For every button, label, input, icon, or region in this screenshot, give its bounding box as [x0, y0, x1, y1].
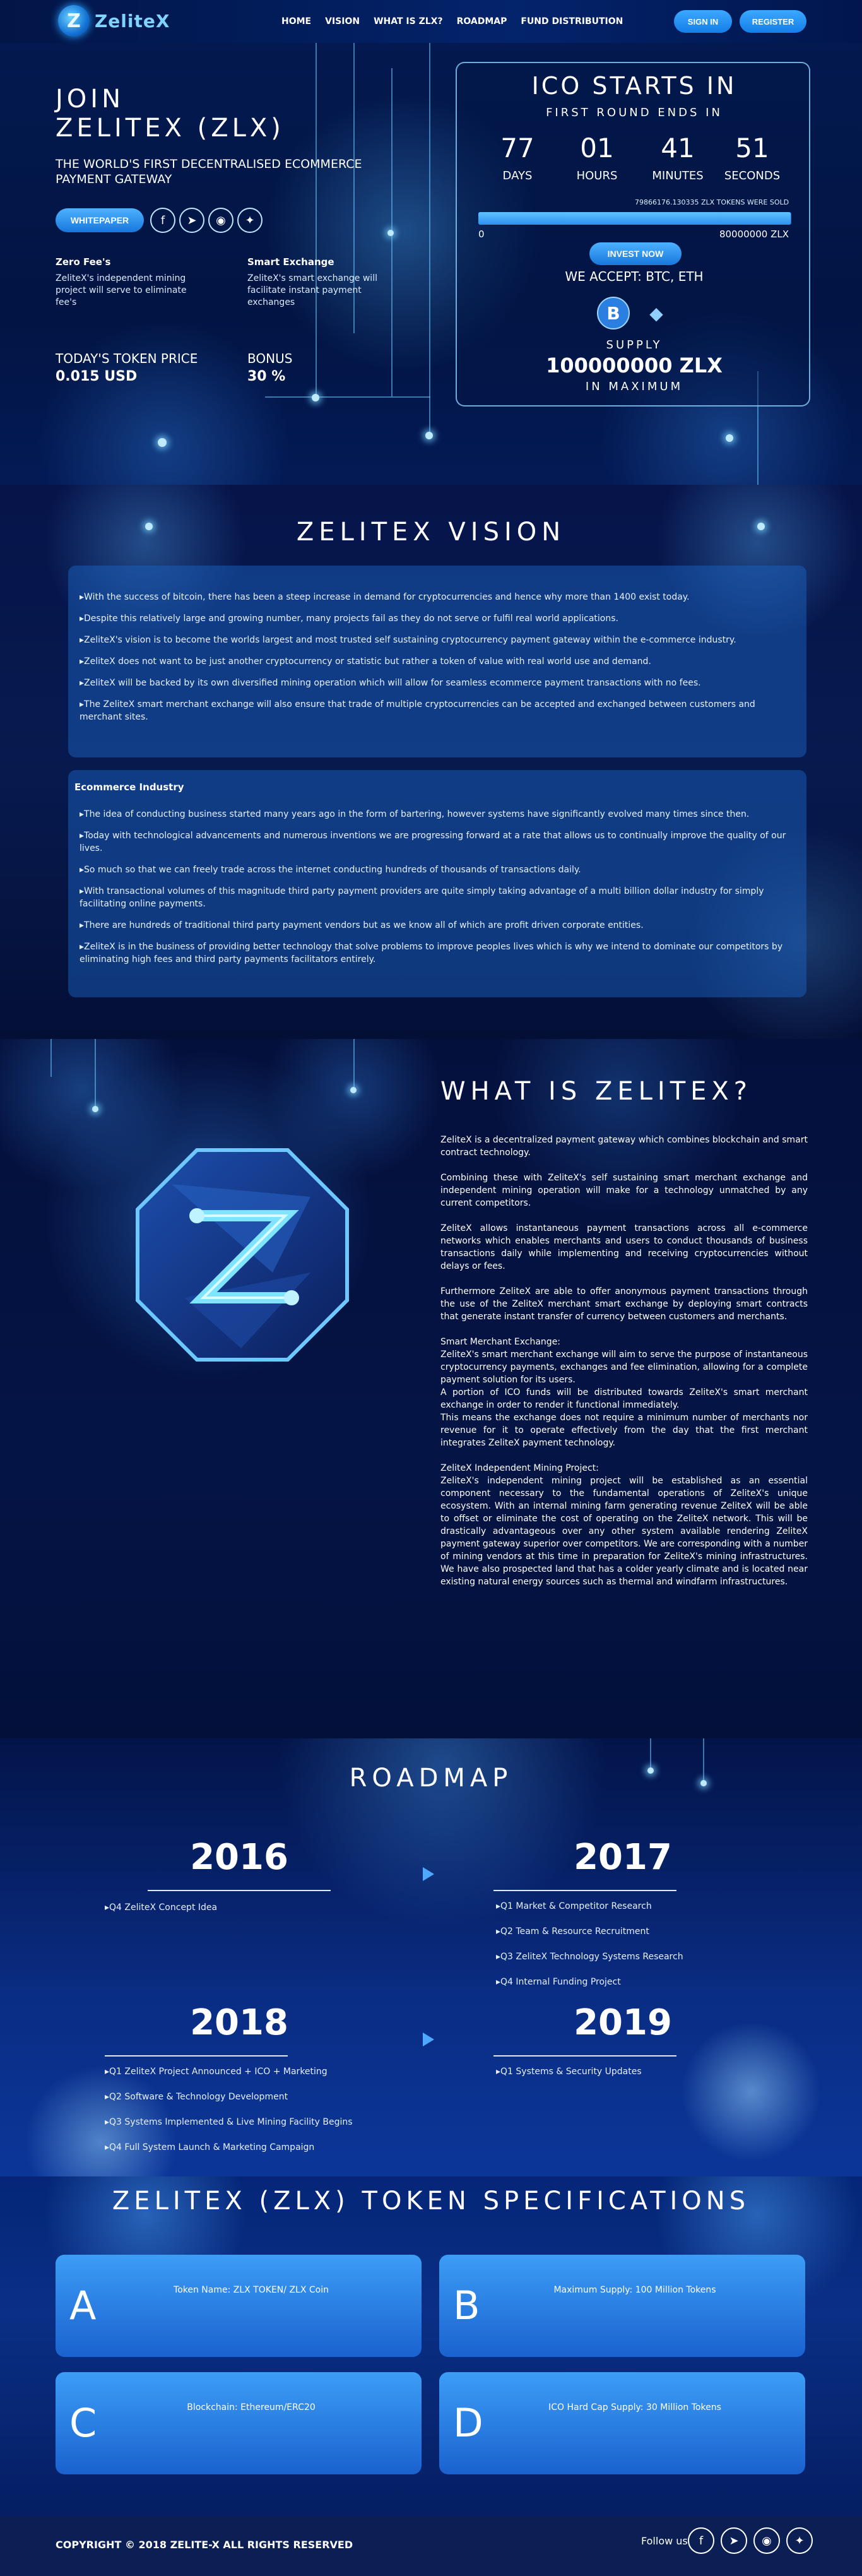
mining-project-heading: ZeliteX Independent Mining Project:: [440, 1463, 599, 1473]
invest-now-button[interactable]: INVEST NOW: [589, 242, 682, 265]
roadmap-item: ▸ Q1 Market & Competitor Research: [496, 1901, 652, 1911]
vision-title: ZELITEX VISION: [296, 518, 566, 547]
roadmap-item: ▸ Q4 Internal Funding Project: [496, 1977, 621, 1987]
vision-item: ▸ ZeliteX will be backed by its own diversified mining operation which will allow for seamless ecommerce payment transactions with no fees.: [74, 677, 798, 689]
smart-exchange-heading: Smart Merchant Exchange:: [440, 1337, 561, 1347]
bonus-value: 30 %: [247, 369, 286, 384]
feature-desc-zero-fees: ZeliteX's independent mining project will serve to eliminate fee's: [56, 273, 187, 307]
roadmap-year: 2019: [574, 2002, 672, 2043]
countdown-seconds-label: SECONDS: [724, 169, 781, 182]
roadmap-title: ROADMAP: [349, 1764, 513, 1793]
sale-progress-fill: [478, 212, 791, 225]
progress-min-label: 0: [478, 229, 485, 240]
vision-box: [68, 566, 806, 757]
bonus-label: BONUS: [247, 351, 293, 366]
ico-subtitle: FIRST ROUND ENDS IN: [546, 106, 723, 119]
vision-item: ▸ ZeliteX does not want to be just another cryptocurrency or statistic but rather a token of value with real world use and demand.: [74, 655, 798, 668]
nav-links: [281, 16, 623, 27]
what-is-paragraph: ZeliteX's independent mining project will be established as an essential component necessary to the fundamental operations of ZeliteX's unique ecosystem. With an internal mining farm generating revenue ZeliteX will be able to offset or eliminate the cost of operating on the ZeliteX network. This will be drastically advantageous over any other system available rendering ZeliteX payment gateway superior over competitors. We are corresponding with a number of mining vendors at this time in preparation for ZeliteX's mining infrastructures. We have also prospected land that has a colder yearly climate and is located near existing natural energy sources such as thermal and windfarm infrastructures.: [440, 1476, 808, 1587]
roadmap-section: [0, 1738, 862, 2176]
accepted-currencies: WE ACCEPT: BTC, ETH: [565, 269, 704, 284]
tokens-sold-text: 79866176.130335 ZLX TOKENS WERE SOLD: [635, 198, 789, 206]
supply-label: SUPPLY: [606, 338, 663, 352]
countdown-hours-label: HOURS: [576, 169, 618, 182]
what-is-paragraph: ZeliteX's smart merchant exchange will aim to serve the purpose of instantaneous cryptocurrency payments, exchanges and fee elimination, allowing for a complete payment solution for its users.: [440, 1350, 808, 1385]
token-card-c: [56, 2372, 422, 2474]
facebook-icon[interactable]: f: [688, 2527, 714, 2554]
token-price-value: 0.015 USD: [56, 369, 138, 384]
what-is-section: [0, 1039, 862, 1738]
hero-title: [56, 85, 285, 143]
roadmap-year: 2017: [574, 1837, 672, 1878]
whitepaper-button[interactable]: WHITEPAPER: [56, 208, 144, 232]
ecommerce-item: ▸ Today with technological advancements and numerous inventions we are progressing forward at a rate that allows us to continually improve the quality of our lives.: [74, 829, 798, 855]
nav-link-home[interactable]: HOME: [281, 16, 312, 27]
token-card-letter: D: [453, 2400, 483, 2446]
token-card-a: [56, 2255, 422, 2357]
token-card-b: [439, 2255, 805, 2357]
what-is-paragraph: Combining these with ZeliteX's self sustaining smart merchant exchange and independent mining operation will make for a technology unmatched by any current competitors.: [440, 1173, 808, 1208]
token-specs-title: ZELITEX (ZLX) TOKEN SPECIFICATIONS: [112, 2187, 750, 2216]
what-is-paragraph: This means the exchange does not require a minimum number of merchants nor revenue for it to operate effectively from the day that the first merchant integrates ZeliteX payment technology.: [440, 1413, 808, 1448]
what-is-paragraph: ZeliteX is a decentralized payment gateway which combines blockchain and smart contract technology.: [440, 1135, 808, 1158]
sale-progress-bar: [478, 212, 791, 225]
supply-value: 100000000 ZLX: [546, 353, 723, 377]
ecommerce-item: ▸ ZeliteX is in the business of providing better technology that solve problems to improve peoples lives which is why we intend to dominate our competitors by eliminating high fees and third party payments facilitators entirely.: [74, 941, 798, 966]
token-card-text: Blockchain: Ethereum/ERC20: [187, 2402, 316, 2413]
telegram-icon[interactable]: ➤: [179, 208, 204, 233]
roadmap-year: 2016: [190, 1837, 288, 1878]
sign-in-button[interactable]: SIGN IN: [674, 10, 732, 33]
vision-item: ▸ ZeliteX's vision is to become the worlds largest and most trusted self sustaining cryptocurrency payment gateway within the e-commerce industry.: [74, 634, 798, 646]
countdown-minutes-label: MINUTES: [652, 169, 704, 182]
vision-section: [0, 485, 862, 1039]
roadmap-item: ▸ Q3 ZeliteX Technology Systems Research: [496, 1952, 683, 1962]
vision-item: ▸ The ZeliteX smart merchant exchange will also ensure that trade of multiple cryptocurrencies can be accepted and exchanged between customers and merchant sites.: [74, 698, 798, 723]
ecommerce-item: ▸ So much so that we can freely trade across the internet conducting hundreds of thousands of transactions daily.: [74, 864, 798, 876]
token-card-text: ICO Hard Cap Supply: 30 Million Tokens: [548, 2402, 721, 2413]
ico-title: ICO STARTS IN: [531, 72, 737, 100]
ecommerce-title: Ecommerce Industry: [74, 781, 184, 793]
roadmap-item: ▸ Q4 ZeliteX Concept Idea: [105, 1902, 217, 1913]
roadmap-item: ▸ Q3 Systems Implemented & Live Mining Facility Begins: [105, 2117, 353, 2127]
roadmap-arrow-icon: [423, 1867, 434, 1881]
what-is-paragraph: A portion of ICO funds will be distributed towards ZeliteX's smart merchant exchange in order to render it functional immediately.: [440, 1387, 808, 1410]
progress-max-label: 80000000 ZLX: [719, 229, 789, 240]
token-price-label: TODAY'S TOKEN PRICE: [56, 351, 198, 366]
token-card-d: [439, 2372, 805, 2474]
follow-us-label: Follow us: [641, 2535, 688, 2547]
ethereum-icon: ◆: [649, 302, 663, 324]
feature-title-zero-fees: Zero Fee's: [56, 256, 111, 268]
vision-item: ▸ Despite this relatively large and growing number, many projects fail as they do not serve or fulfil real world applications.: [74, 612, 798, 625]
token-card-letter: C: [69, 2400, 97, 2446]
roadmap-item: ▸ Q4 Full System Launch & Marketing Campaign: [105, 2142, 314, 2152]
what-is-paragraph: Furthermore ZeliteX are able to offer anonymous payment transactions through the use of the ZeliteX merchant smart exchange by deploying smart contracts that generate instant transfer of currency between customers and merchants.: [440, 1286, 808, 1322]
register-button[interactable]: REGISTER: [740, 10, 806, 33]
github-icon[interactable]: ◉: [753, 2527, 780, 2554]
roadmap-item: ▸ Q1 ZeliteX Project Announced + ICO + Marketing: [105, 2067, 328, 2077]
feature-title-smart-exchange: Smart Exchange: [247, 256, 334, 268]
supply-max-label: IN MAXIMUM: [585, 380, 683, 393]
token-card-text: Token Name: ZLX TOKEN/ ZLX Coin: [174, 2285, 329, 2295]
token-specs-section: [0, 2176, 862, 2516]
ecommerce-box: [68, 770, 806, 997]
telegram-icon[interactable]: ➤: [721, 2527, 747, 2554]
ecommerce-list: [74, 808, 798, 966]
countdown-seconds: 51: [735, 133, 769, 163]
token-card-letter: B: [453, 2282, 480, 2329]
what-is-text: [440, 1134, 808, 1601]
ecommerce-item: ▸ There are hundreds of traditional third party payment vendors but as we know all of which are profit driven corporate entities.: [74, 919, 798, 932]
twitter-icon[interactable]: ✦: [237, 208, 263, 233]
twitter-icon[interactable]: ✦: [786, 2527, 813, 2554]
hero-title-line1: JOIN: [56, 85, 124, 114]
vision-list: [74, 591, 798, 723]
roadmap-item: ▸ Q1 Systems & Security Updates: [496, 2067, 642, 2077]
roadmap-item: ▸ Q2 Software & Technology Development: [105, 2092, 288, 2102]
nav-link-what-is-zlx[interactable]: WHAT IS ZLX?: [374, 16, 443, 27]
countdown-minutes: 41: [661, 133, 695, 163]
logo-text: ZeliteX: [95, 10, 170, 32]
feature-desc-smart-exchange: ZeliteX's smart exchange will facilitate instant payment exchanges: [247, 273, 377, 307]
token-card-letter: A: [69, 2282, 97, 2329]
logo-mark-icon: Z: [58, 5, 90, 37]
roadmap-item: ▸ Q2 Team & Resource Recruitment: [496, 1926, 649, 1937]
what-is-title: WHAT IS ZELITEX?: [440, 1077, 753, 1106]
token-card-text: Maximum Supply: 100 Million Tokens: [553, 2285, 716, 2295]
github-icon[interactable]: ◉: [208, 208, 233, 233]
zelitex-emblem-icon: [134, 1146, 351, 1363]
footer: [0, 2516, 862, 2576]
logo[interactable]: [58, 5, 170, 37]
roadmap-year: 2018: [190, 2002, 288, 2043]
roadmap-arrow-icon: [423, 2033, 434, 2046]
top-nav: [0, 0, 862, 43]
facebook-icon[interactable]: f: [150, 208, 175, 233]
ecommerce-item: ▸ With transactional volumes of this magnitude third party payment providers are quite simply taking advantage of a multi billion dollar industry for simply facilitating online payments.: [74, 885, 798, 910]
what-is-paragraph: ZeliteX allows instantaneous payment transactions across all e-commerce networks which enables merchants and users to conduct thousands of business transactions daily while implementing and receiving cryptocurrencies without delays or fees.: [440, 1223, 808, 1271]
hero-tagline: THE WORLD'S FIRST DECENTRALISED ECOMMERCE PAYMENT GATEWAY: [56, 157, 362, 186]
ecommerce-item: ▸ The idea of conducting business started many years ago in the form of bartering, however systems have significantly evolved many times since then.: [74, 808, 798, 821]
countdown-hours: 01: [580, 133, 614, 163]
copyright-text: COPYRIGHT © 2018 ZELITE-X ALL RIGHTS RESERVED: [56, 2539, 353, 2551]
nav-link-fund-distribution[interactable]: FUND DISTRIBUTION: [521, 16, 623, 27]
vision-item: ▸ With the success of bitcoin, there has been a steep increase in demand for cryptocurrencies and hence why more than 1400 exist today.: [74, 591, 798, 603]
hero-section: [0, 43, 862, 485]
hero-title-line2: ZELITEX (ZLX): [56, 114, 285, 143]
nav-link-roadmap[interactable]: ROADMAP: [456, 16, 507, 27]
countdown-days: 77: [500, 133, 534, 163]
ico-panel: [456, 62, 810, 407]
bitcoin-icon: B: [597, 297, 630, 329]
countdown-days-label: DAYS: [502, 169, 533, 182]
nav-link-vision[interactable]: VISION: [325, 16, 360, 27]
